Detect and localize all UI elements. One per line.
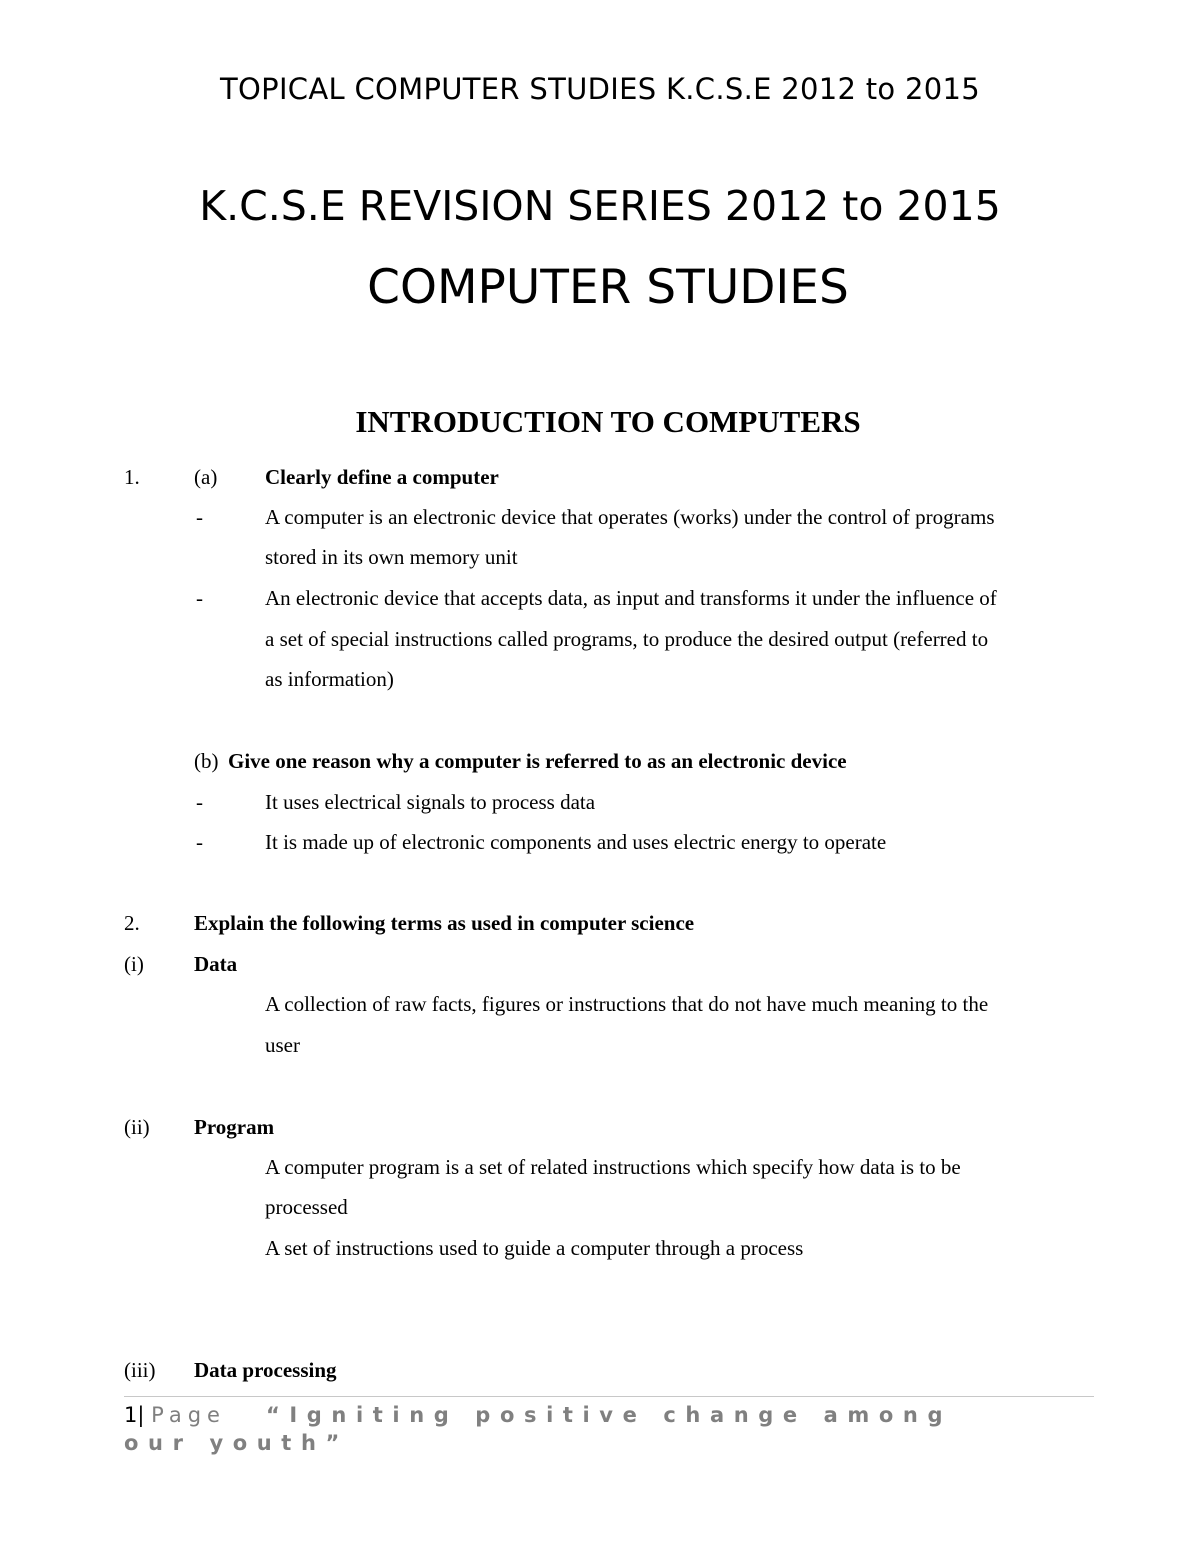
answer-line: It is made up of electronic components and uses electric energy to operate bbox=[265, 830, 887, 854]
term-heading: Program bbox=[194, 1115, 275, 1139]
question-text: Clearly define a computer bbox=[265, 465, 499, 489]
footer-divider bbox=[124, 1396, 1094, 1397]
answer-line: A set of instructions used to guide a computer through a process bbox=[265, 1236, 804, 1260]
answer-line: stored in its own memory unit bbox=[265, 545, 518, 569]
footer-motto: “Igniting positive change among our youth” bbox=[124, 1403, 953, 1455]
answer-line: user bbox=[265, 1033, 300, 1057]
bullet-dash: - bbox=[196, 505, 203, 529]
bullet-dash: - bbox=[196, 586, 203, 610]
question-number: 1. bbox=[124, 465, 140, 489]
section-title: INTRODUCTION TO COMPUTERS bbox=[355, 404, 861, 439]
answer-line: An electronic device that accepts data, as input and transforms it under the influence of bbox=[265, 586, 997, 610]
series-title: K.C.S.E REVISION SERIES 2012 to 2015 bbox=[199, 182, 1001, 230]
answer-line: A computer is an electronic device that operates (works) under the control of programs bbox=[265, 505, 995, 529]
answer-line: A computer program is a set of related instructions which specify how data is to be bbox=[265, 1155, 961, 1179]
question-text: Explain the following terms as used in computer science bbox=[194, 911, 695, 935]
question-number: 2. bbox=[124, 911, 140, 935]
term-heading: Data processing bbox=[194, 1358, 337, 1382]
subject-title: COMPUTER STUDIES bbox=[367, 260, 849, 315]
page-separator: | bbox=[137, 1403, 145, 1427]
answer-line: as information) bbox=[265, 667, 394, 691]
answer-line: A collection of raw facts, figures or instructions that do not have much meaning to the bbox=[265, 992, 989, 1016]
term-label: (iii) bbox=[124, 1358, 156, 1382]
question-part-label: (b) bbox=[194, 749, 219, 773]
answer-line: It uses electrical signals to process data bbox=[265, 790, 596, 814]
question-part-label: (a) bbox=[194, 465, 218, 489]
term-label: (i) bbox=[124, 952, 144, 976]
question-text: Give one reason why a computer is referred to as an electronic device bbox=[228, 749, 847, 773]
page-word: Page bbox=[151, 1403, 226, 1427]
bullet-dash: - bbox=[196, 830, 203, 854]
page-header: TOPICAL COMPUTER STUDIES K.C.S.E 2012 to 2015 bbox=[220, 72, 980, 106]
term-label: (ii) bbox=[124, 1115, 150, 1139]
page-number: 1 bbox=[124, 1403, 138, 1427]
answer-line: a set of special instructions called programs, to produce the desired output (referred to bbox=[265, 627, 989, 651]
term-heading: Data bbox=[194, 952, 238, 976]
page-footer bbox=[124, 1401, 1004, 1457]
bullet-dash: - bbox=[196, 790, 203, 814]
answer-line: processed bbox=[265, 1195, 348, 1219]
